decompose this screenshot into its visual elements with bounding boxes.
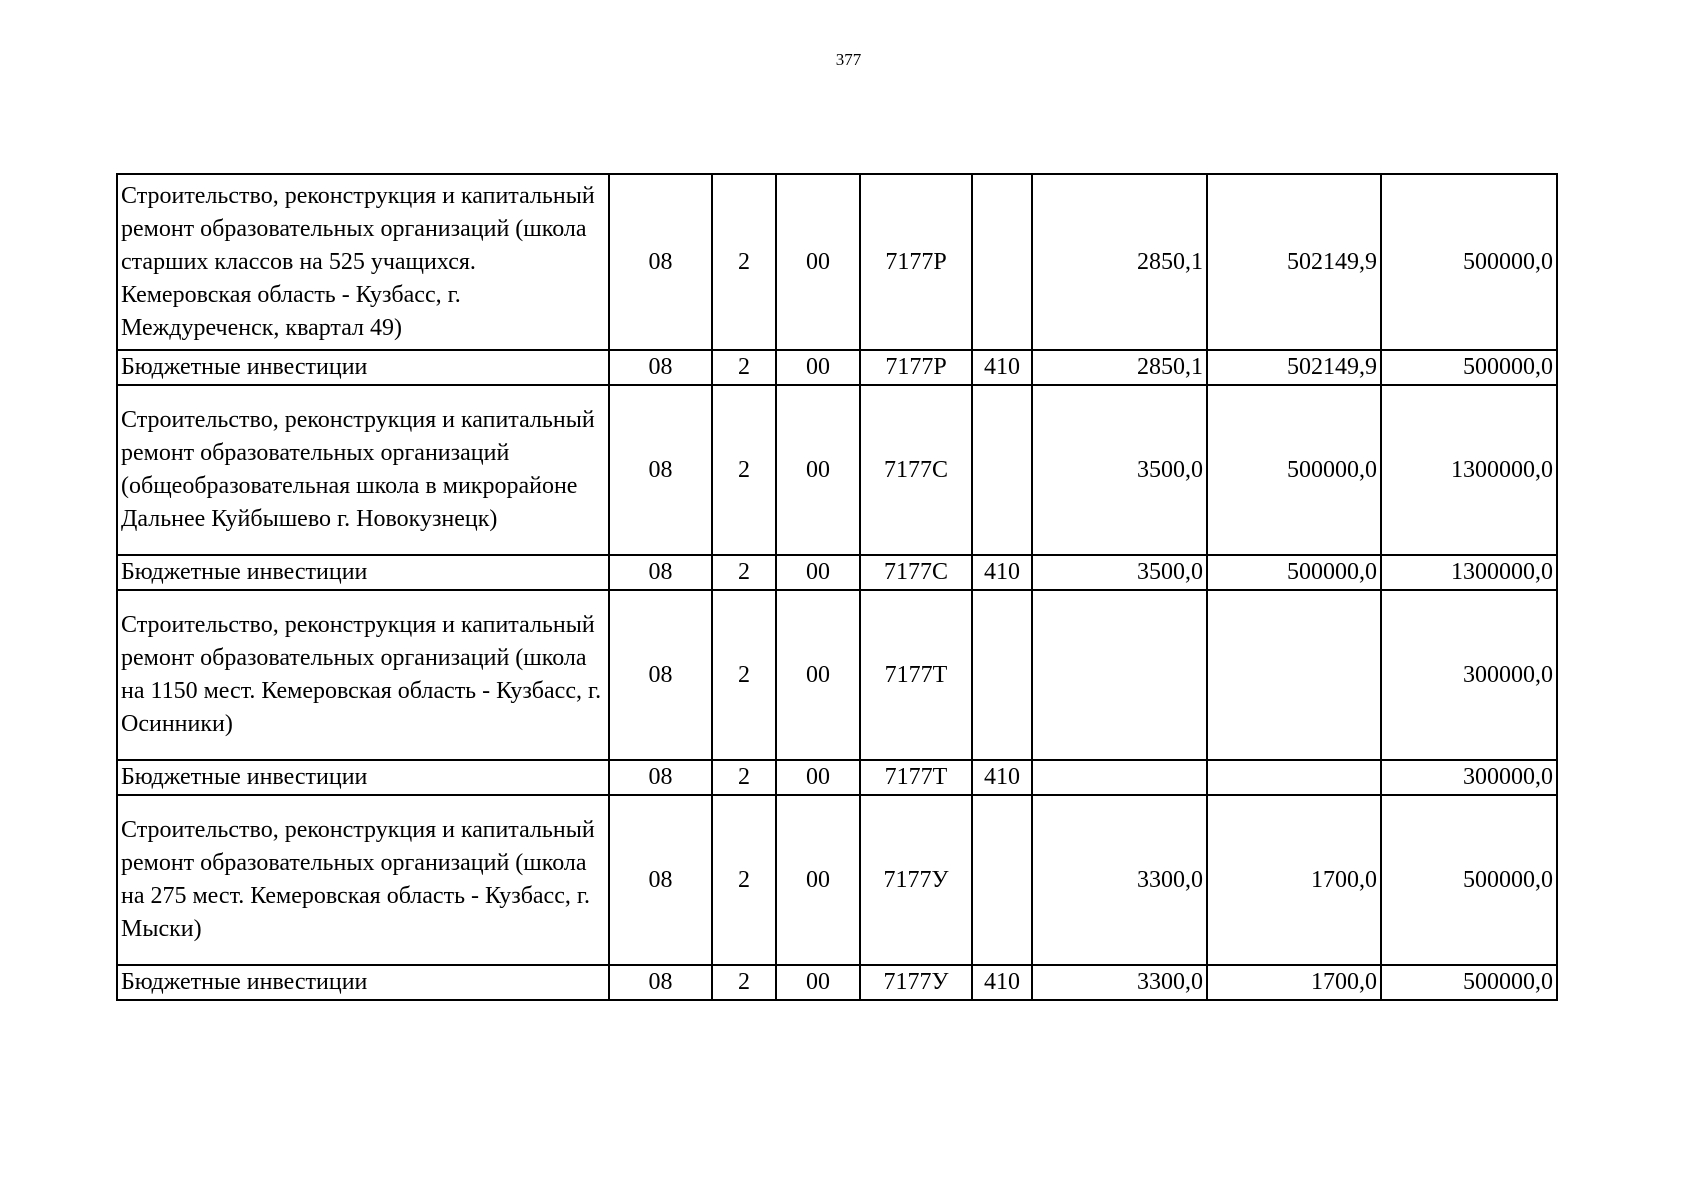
value-2-cell: 1700,0 (1207, 795, 1381, 965)
row-description: Бюджетные инвестиции (117, 760, 609, 795)
subsection-cell: 2 (712, 760, 776, 795)
subsection-cell: 2 (712, 590, 776, 760)
value-1-cell (1032, 760, 1207, 795)
table-row (117, 795, 1557, 965)
program-cell: 00 (776, 760, 860, 795)
section-cell: 08 (609, 590, 712, 760)
value-1-cell: 2850,1 (1032, 350, 1207, 385)
value-2-cell: 502149,9 (1207, 174, 1381, 350)
table-row (117, 965, 1557, 1000)
table-row (117, 760, 1557, 795)
value-2-cell: 500000,0 (1207, 555, 1381, 590)
value-2-cell: 500000,0 (1207, 385, 1381, 555)
expense-type-cell: 410 (972, 555, 1032, 590)
subsection-cell: 2 (712, 795, 776, 965)
value-1-cell (1032, 590, 1207, 760)
value-3-cell: 300000,0 (1381, 760, 1557, 795)
program-cell: 00 (776, 795, 860, 965)
table-row (117, 555, 1557, 590)
row-description: Строительство, реконструкция и капитальный ремонт образовательных организаций (общеобразовательная школа в микрорайоне Дальнее Куйбышево г. Новокузнецк) (117, 385, 609, 555)
value-2-cell (1207, 590, 1381, 760)
value-3-cell: 1300000,0 (1381, 385, 1557, 555)
table-row (117, 590, 1557, 760)
code-cell: 7177Т (860, 760, 972, 795)
expense-type-cell (972, 795, 1032, 965)
page-number: 377 (835, 50, 862, 69)
program-cell: 00 (776, 590, 860, 760)
program-cell: 00 (776, 965, 860, 1000)
table-row (117, 385, 1557, 555)
value-3-cell: 1300000,0 (1381, 555, 1557, 590)
code-cell: 7177У (860, 795, 972, 965)
code-cell: 7177С (860, 555, 972, 590)
value-3-cell: 500000,0 (1381, 965, 1557, 1000)
value-3-cell: 500000,0 (1381, 795, 1557, 965)
section-cell: 08 (609, 965, 712, 1000)
code-cell: 7177У (860, 965, 972, 1000)
program-cell: 00 (776, 555, 860, 590)
section-cell: 08 (609, 350, 712, 385)
subsection-cell: 2 (712, 350, 776, 385)
program-cell: 00 (776, 385, 860, 555)
value-2-cell (1207, 760, 1381, 795)
subsection-cell: 2 (712, 174, 776, 350)
code-cell: 7177Р (860, 174, 972, 350)
section-cell: 08 (609, 795, 712, 965)
subsection-cell: 2 (712, 965, 776, 1000)
table-row (117, 174, 1557, 350)
row-description: Бюджетные инвестиции (117, 350, 609, 385)
code-cell: 7177С (860, 385, 972, 555)
expense-type-cell: 410 (972, 350, 1032, 385)
subsection-cell: 2 (712, 555, 776, 590)
budget-table (116, 173, 1558, 1001)
value-2-cell: 502149,9 (1207, 350, 1381, 385)
program-cell: 00 (776, 174, 860, 350)
row-description: Бюджетные инвестиции (117, 965, 609, 1000)
value-3-cell: 500000,0 (1381, 350, 1557, 385)
row-description: Бюджетные инвестиции (117, 555, 609, 590)
row-description: Строительство, реконструкция и капитальный ремонт образовательных организаций (школа на 1150 мест. Кемеровская область - Кузбасс, г. Осинники) (117, 590, 609, 760)
value-2-cell: 1700,0 (1207, 965, 1381, 1000)
subsection-cell: 2 (712, 385, 776, 555)
expense-type-cell (972, 174, 1032, 350)
value-3-cell: 500000,0 (1381, 174, 1557, 350)
code-cell: 7177Р (860, 350, 972, 385)
row-description: Строительство, реконструкция и капитальный ремонт образовательных организаций (школа старших классов на 525 учащихся. Кемеровская область - Кузбасс, г. Междуреченск, квартал 49) (117, 174, 609, 350)
expense-type-cell (972, 385, 1032, 555)
value-3-cell: 300000,0 (1381, 590, 1557, 760)
value-1-cell: 3300,0 (1032, 795, 1207, 965)
section-cell: 08 (609, 385, 712, 555)
expense-type-cell: 410 (972, 760, 1032, 795)
program-cell: 00 (776, 350, 860, 385)
expense-type-cell: 410 (972, 965, 1032, 1000)
value-1-cell: 3500,0 (1032, 385, 1207, 555)
section-cell: 08 (609, 555, 712, 590)
code-cell: 7177Т (860, 590, 972, 760)
section-cell: 08 (609, 174, 712, 350)
section-cell: 08 (609, 760, 712, 795)
row-description: Строительство, реконструкция и капитальный ремонт образовательных организаций (школа на 275 мест. Кемеровская область - Кузбасс, г. Мыски) (117, 795, 609, 965)
value-1-cell: 3500,0 (1032, 555, 1207, 590)
value-1-cell: 3300,0 (1032, 965, 1207, 1000)
expense-type-cell (972, 590, 1032, 760)
value-1-cell: 2850,1 (1032, 174, 1207, 350)
table-row (117, 350, 1557, 385)
